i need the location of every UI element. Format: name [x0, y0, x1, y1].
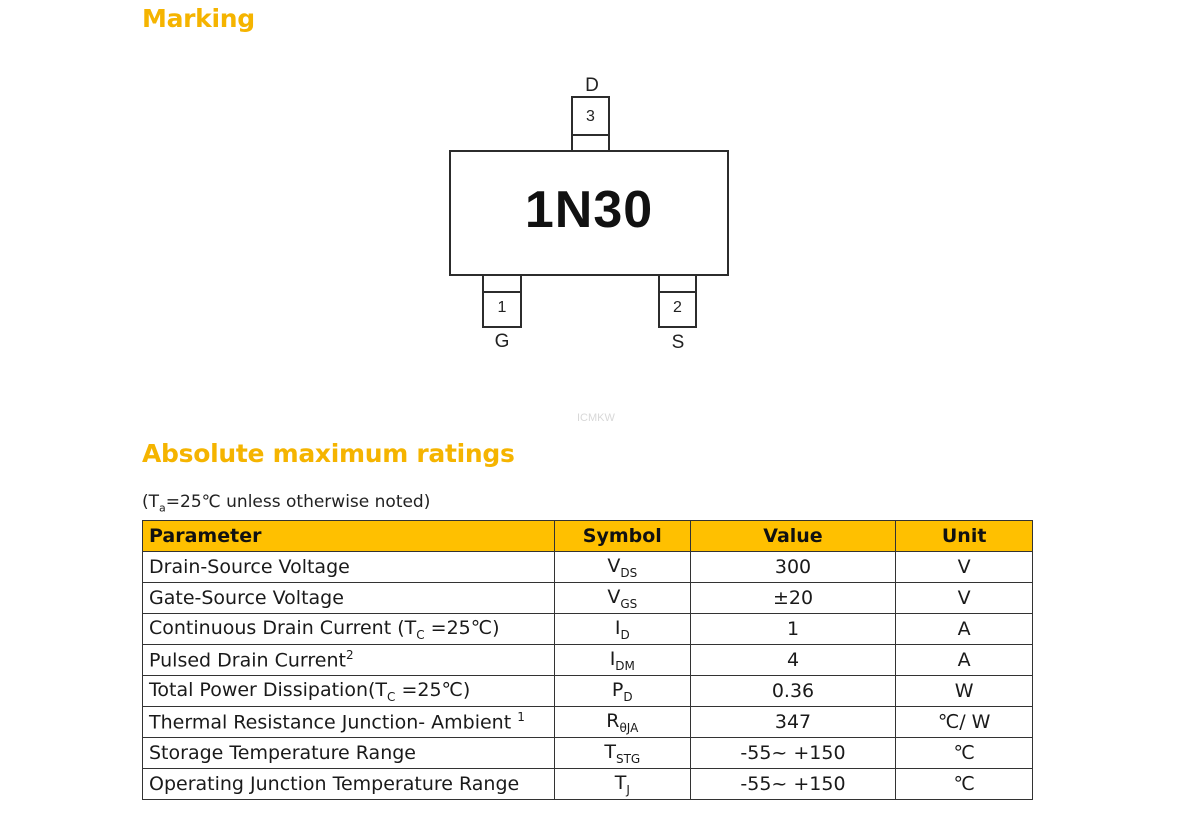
table-header-row [143, 521, 1033, 552]
cell-symbol: $T_{STG}$ [554, 738, 690, 769]
table-row [143, 676, 1033, 707]
header-value: Value [690, 521, 896, 552]
pin-number-3: 3 [586, 108, 595, 125]
conditions-note: ($T_a=25℃$ unless otherwise noted) [142, 492, 431, 515]
table-row [143, 738, 1033, 769]
cell-unit: V [896, 552, 1033, 583]
cell-unit: V [896, 583, 1033, 614]
cell-symbol: $R_{\theta JA}$ [554, 707, 690, 738]
cell-value: 347 [690, 707, 896, 738]
pin-letter-source: S [671, 332, 685, 353]
pin-letter-drain: D [585, 75, 599, 96]
table-row [143, 645, 1033, 676]
cell-symbol: $T_J$ [554, 769, 690, 800]
cell-parameter: Gate-Source Voltage [143, 583, 555, 614]
pin-1-box [482, 274, 522, 328]
cell-unit: ℃ [896, 769, 1033, 800]
cell-value: 0.36 [690, 676, 896, 707]
cell-parameter: Thermal Resistance Junction- Ambient $^1$ [143, 707, 555, 738]
table-row [143, 583, 1033, 614]
cell-unit: ℃ [896, 738, 1033, 769]
cell-parameter: Continuous Drain Current ($T_C$ =25℃) [143, 614, 555, 645]
cell-unit: A [896, 645, 1033, 676]
table-row [143, 614, 1033, 645]
cell-symbol: $V_{GS}$ [554, 583, 690, 614]
header-symbol: Symbol [554, 521, 690, 552]
cell-symbol: $P_D$ [554, 676, 690, 707]
cell-value: 4 [690, 645, 896, 676]
cell-symbol: $I_{DM}$ [554, 645, 690, 676]
watermark: ICMKW [577, 412, 615, 424]
cell-parameter: Total Power $Dissipation(T_C$ =25℃) [143, 676, 555, 707]
cell-unit: A [896, 614, 1033, 645]
cell-value: -55~ +150 [690, 738, 896, 769]
cell-parameter: Storage Temperature Range [143, 738, 555, 769]
marking-heading: Marking [142, 4, 255, 33]
pin-number-1: 1 [497, 299, 507, 316]
cell-symbol: $I_D$ [554, 614, 690, 645]
cell-parameter: Pulsed Drain Current$^2$ [143, 645, 555, 676]
ratings-table [142, 520, 1033, 800]
pin-letter-gate: G [494, 331, 510, 352]
absolute-max-ratings-heading: Absolute maximum ratings [142, 439, 515, 468]
header-unit: Unit [896, 521, 1033, 552]
pin-2-box [658, 274, 697, 328]
pin-number-2: 2 [673, 299, 682, 316]
marking-code: 1N30 [524, 181, 654, 239]
cell-parameter: Drain-Source Voltage [143, 552, 555, 583]
header-parameter: Parameter [143, 521, 555, 552]
cell-symbol: $V_{DS}$ [554, 552, 690, 583]
cell-value: 300 [690, 552, 896, 583]
pin-3-box [571, 96, 610, 152]
table-row [143, 707, 1033, 738]
cell-unit: ℃/ W [896, 707, 1033, 738]
cell-parameter: Operating Junction Temperature Range [143, 769, 555, 800]
cell-value: 1 [690, 614, 896, 645]
cell-unit: W [896, 676, 1033, 707]
table-row [143, 769, 1033, 800]
table-row [143, 552, 1033, 583]
cell-value: -55~ +150 [690, 769, 896, 800]
cell-value: ±20 [690, 583, 896, 614]
